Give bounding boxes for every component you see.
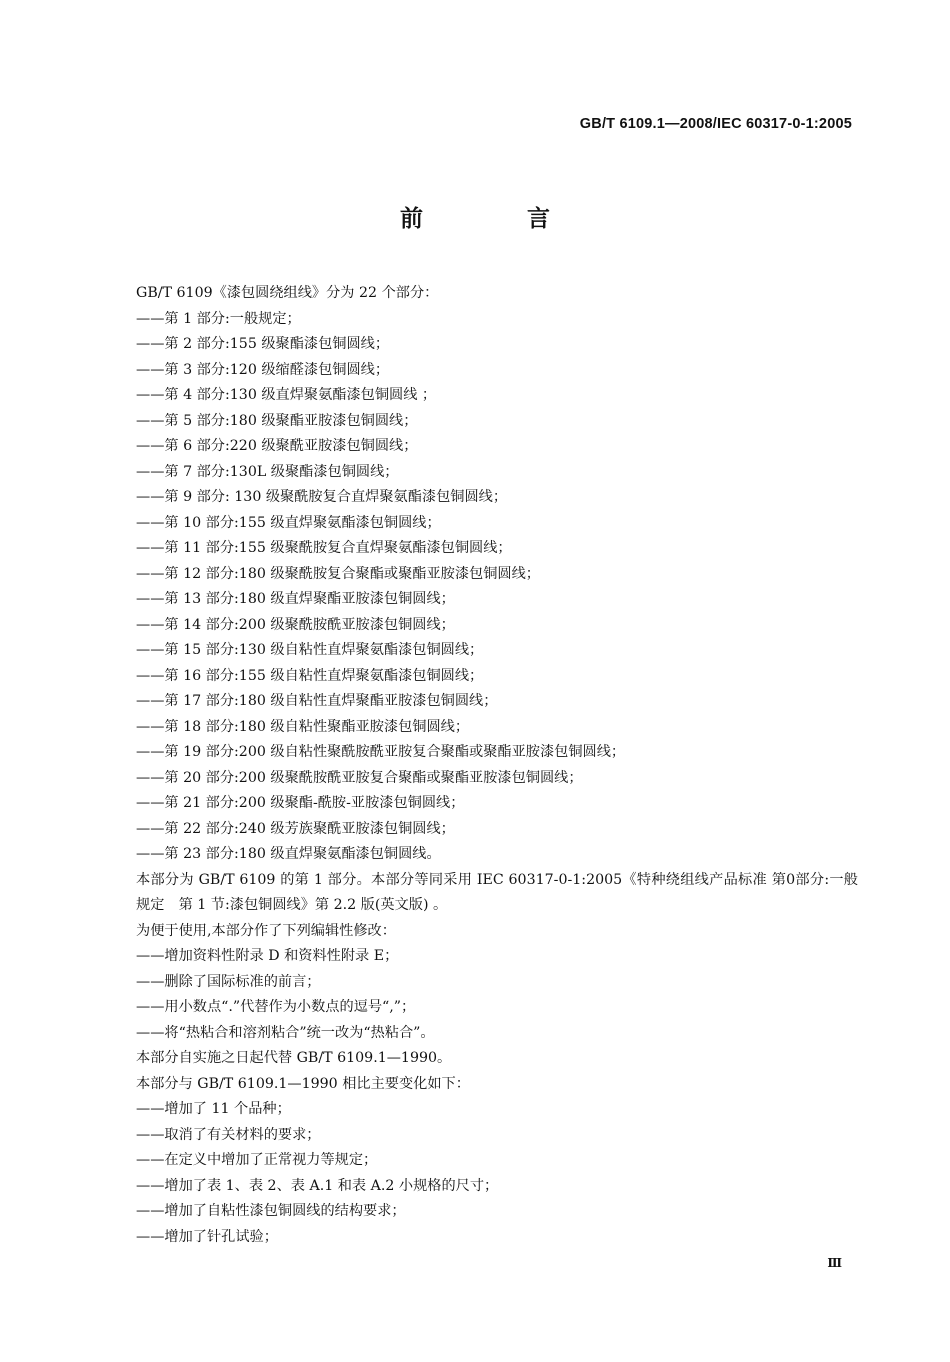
list-item: ——第 3 部分:120 级缩醛漆包铜圆线； — [136, 361, 390, 378]
list-item: ——第 23 部分:180 级直焊聚氨酯漆包铜圆线。 — [136, 846, 441, 862]
list-item: ——增加了自粘性漆包铜圆线的结构要求； — [136, 1203, 406, 1219]
list-item: ——在定义中增加了正常视力等规定； — [136, 1152, 378, 1168]
list-item: ——增加资料性附录 D 和资料性附录 E； — [136, 948, 399, 964]
list-item: ——第 18 部分:180 级自粘性聚酯亚胺漆包铜圆线； — [136, 718, 470, 735]
list-item: ——第 21 部分:200 级聚酯-酰胺-亚胺漆包铜圆线； — [136, 795, 465, 811]
list-item: ——第 10 部分:155 级直焊聚氨酯漆包铜圆线； — [136, 514, 441, 531]
intro-paragraph: GB/T 6109《漆包圆绕组线》分为 22 个部分： — [136, 285, 439, 301]
standard-code-header: GB/T 6109.1—2008/IEC 60317-0-1:2005 — [579, 116, 852, 132]
document-body — [104, 281, 858, 1250]
list-item: ——删除了国际标准的前言； — [136, 973, 321, 990]
list-item: ——取消了有关材料的要求； — [136, 1126, 321, 1143]
list-item: ——第 19 部分:200 级自粘性聚酰胺酰亚胺复合聚酯或聚酯亚胺漆包铜圆线； — [136, 744, 626, 760]
edits-intro-paragraph: 为便于使用,本部分作了下列编辑性修改： — [136, 922, 396, 939]
list-item: ——第 14 部分:200 级聚酰胺酰亚胺漆包铜圆线； — [136, 616, 455, 633]
list-item: ——将“热粘合和溶剂粘合”统一改为“热粘合”。 — [136, 1024, 435, 1041]
list-item: ——第 2 部分:155 级聚酯漆包铜圆线； — [136, 336, 390, 352]
list-item: ——第 1 部分:一般规定； — [136, 310, 301, 327]
list-item: ——第 20 部分:200 级聚酰胺酰亚胺复合聚酯或聚酯亚胺漆包铜圆线； — [136, 769, 583, 786]
edits-list — [104, 944, 858, 1046]
list-item: ——增加了表 1、表 2、表 A.1 和表 A.2 小规格的尺寸； — [136, 1177, 499, 1194]
list-item: ——第 16 部分:155 级自粘性直焊聚氨酯漆包铜圆线； — [136, 667, 484, 684]
list-item: ——第 9 部分: 130 级聚酰胺复合直焊聚氨酯漆包铜圆线； — [136, 489, 508, 505]
changes-list — [104, 1097, 858, 1250]
changes-intro-paragraph: 本部分与 GB/T 6109.1—1990 相比主要变化如下： — [136, 1075, 470, 1092]
list-item: ——增加了 11 个品种； — [136, 1101, 291, 1117]
page-title: 前 言 — [399, 206, 598, 232]
list-item: ——增加了针孔试验； — [136, 1228, 278, 1245]
list-item: ——第 15 部分:130 级自粘性直焊聚氨酯漆包铜圆线； — [136, 642, 484, 658]
list-item: ——第 5 部分:180 级聚酯亚胺漆包铜圆线； — [136, 412, 418, 429]
list-item: ——第 13 部分:180 级直焊聚酯亚胺漆包铜圆线； — [136, 591, 455, 607]
parts-list — [104, 307, 858, 868]
list-item: ——第 17 部分:180 级自粘性直焊聚酯亚胺漆包铜圆线； — [136, 693, 498, 709]
list-item: ——第 6 部分:220 级聚酰亚胺漆包铜圆线； — [136, 438, 418, 454]
list-item: ——第 11 部分:155 级聚酰胺复合直焊聚氨酯漆包铜圆线； — [136, 540, 512, 556]
list-item: ——用小数点“.”代替作为小数点的逗号“,”； — [136, 999, 416, 1015]
page-number: Ⅲ — [827, 1256, 842, 1270]
replaces-paragraph: 本部分自实施之日起代替 GB/T 6109.1—1990。 — [136, 1050, 452, 1066]
list-item: ——第 22 部分:240 级芳族聚酰亚胺漆包铜圆线； — [136, 820, 455, 837]
list-item: ——第 4 部分:130 级直焊聚氨酯漆包铜圆线 ； — [136, 387, 437, 403]
list-item: ——第 12 部分:180 级聚酰胺复合聚酯或聚酯亚胺漆包铜圆线； — [136, 565, 540, 582]
list-item: ——第 7 部分:130L 级聚酯漆包铜圆线； — [136, 463, 399, 480]
adoption-paragraph: 本部分为 GB/T 6109 的第 1 部分。本部分等同采用 IEC 60317-0-1:2005《特种绕组线产品标准 第0部分:一般规定 第 1 节:漆包铜圆线》第 2.2 版(英文版) 。 — [136, 871, 858, 913]
